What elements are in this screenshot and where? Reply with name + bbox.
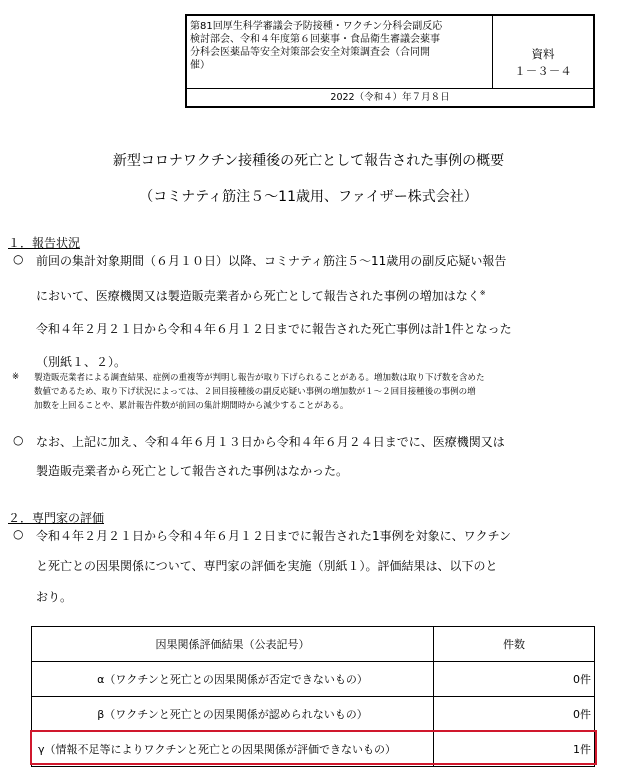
- footnote-line: 加数を上回ることや、累計報告件数が前回の集計期間時から減少することがある。: [34, 401, 349, 411]
- category-cell: α（ワクチンと死亡との因果関係が否定できないもの）: [32, 662, 434, 697]
- section-heading-report-status: １．報告状況: [8, 236, 81, 250]
- bullet-mark: ○: [13, 252, 24, 266]
- meeting-name-cell: [187, 16, 493, 88]
- count-cell: 0件: [434, 697, 595, 732]
- meeting-name: [190, 20, 490, 72]
- paragraph-line: おり。: [36, 590, 73, 604]
- meeting-name-line: 第81回厚生科学審議会予防接種・ワクチン分科会副反応: [190, 21, 443, 32]
- table-header-row: [32, 627, 595, 662]
- footnote-line: 数値であるため、取り下げ状況によっては、２回目接種後の副反応疑い事例の増加数が１～２回目接種後の事例の増: [34, 387, 476, 397]
- document-number: １－３－４: [514, 64, 572, 78]
- paragraph-line: と死亡との因果関係について、専門家の評価を実施（別紙１）。評価結果は、以下のと: [36, 559, 498, 573]
- paragraph-line: 令和４年２月２１日から令和４年６月１２日までに報告された1事例を対象に、ワクチン: [36, 529, 512, 543]
- count-cell: 1件: [434, 732, 595, 767]
- paragraph-line: なお、上記に加え、令和４年６月１３日から令和４年６月２４日までに、医療機関又は: [36, 435, 505, 449]
- meeting-date: 2022（令和４）年７月８日: [187, 88, 593, 106]
- footnote-mark: ※: [12, 372, 20, 382]
- paragraph-line: [36, 287, 486, 304]
- paragraph-line: （別紙１、２）。: [36, 355, 127, 369]
- paragraph-line: 製造販売業者から死亡として報告された事例はなかった。: [36, 464, 349, 478]
- bullet-mark: ○: [13, 527, 24, 541]
- footnote-line: 製造販売業者による調査結果、症例の重複等が判明し報告が取り下げられることがある。増加数は取り下げ数を含めた: [34, 373, 485, 383]
- paragraph-line: 令和４年２月２１日から令和４年６月１２日までに報告された死亡事例は計1件となった: [36, 322, 512, 336]
- section-heading-expert-evaluation: ２．専門家の評価: [8, 511, 105, 525]
- meeting-name-line: 分科会医薬品等安全対策部会安全対策調査会（合同開: [190, 47, 430, 58]
- footnote-reference: ※: [479, 289, 486, 297]
- column-header-count: 件数: [434, 627, 595, 662]
- table-row: [32, 697, 595, 732]
- meeting-name-line: 検討部会、令和４年度第６回薬事・食品衛生審議会薬事: [190, 34, 440, 45]
- highlight-frame: [30, 730, 597, 765]
- page-title: 新型コロナワクチン接種後の死亡として報告された事例の概要: [112, 153, 505, 169]
- bullet-mark: ○: [13, 433, 24, 447]
- document-label-cell: [493, 16, 593, 88]
- page-subtitle: （コミナティ筋注５～11歳用、ファイザー株式会社）: [139, 189, 478, 205]
- document-label: 資料: [531, 47, 555, 61]
- meeting-name-line: 催）: [190, 60, 210, 71]
- paragraph-text: において、医療機関又は製造販売業者から死亡として報告された事例の増加はなく: [36, 289, 480, 303]
- paragraph-line: 前回の集計対象期間（６月１０日）以降、コミナティ筋注５～11歳用の副反応疑い報告: [36, 254, 507, 268]
- table-row: [32, 662, 595, 697]
- category-cell: β（ワクチンと死亡との因果関係が認められないもの）: [32, 697, 434, 732]
- category-cell: γ（情報不足等によりワクチンと死亡との因果関係が評価できないもの）: [32, 732, 434, 767]
- count-cell: 0件: [434, 662, 595, 697]
- meeting-header-box: [185, 14, 595, 108]
- column-header-category: 因果関係評価結果（公表記号）: [32, 627, 434, 662]
